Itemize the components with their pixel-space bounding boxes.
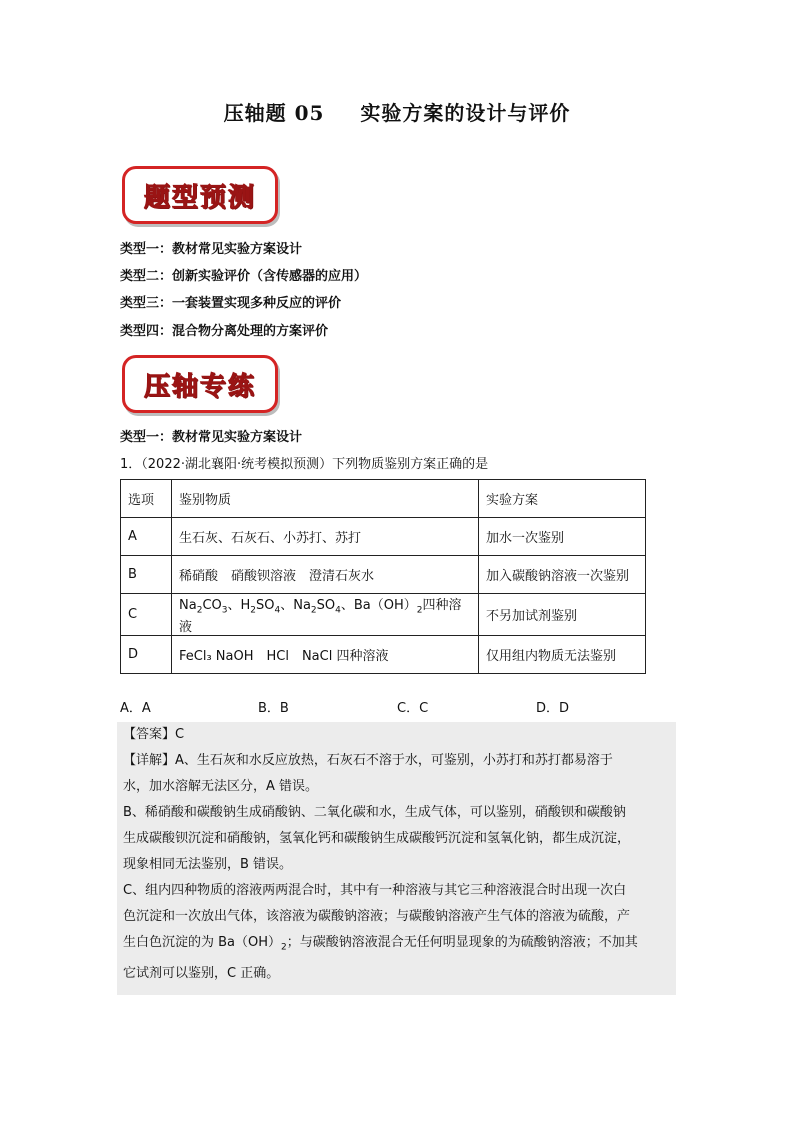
explanation-c-cont2: 生白色沉淀的为 $Ba(OH)_2$；与碳酸钠溶液混合无任何明显现象的为硫酸钠溶液；不加其: [123, 935, 638, 953]
title-prefix: 压轴题 05: [223, 101, 325, 125]
predict-badge: [122, 166, 278, 224]
choice-c: C．C: [397, 701, 429, 716]
header-substances: 鉴别物质: [172, 480, 479, 518]
explanation-a-cont: 水，加水溶解无法区分，A 错误。: [123, 779, 319, 794]
page-title: [0, 97, 794, 126]
choice-d: D．D: [536, 701, 570, 716]
cell-option: A: [121, 518, 172, 556]
practice-badge-text: 压轴专练: [143, 371, 256, 402]
predict-badge-text: 题型预测: [143, 182, 256, 213]
cell-method: 加入碳酸钠溶液一次鉴别: [479, 556, 646, 594]
explanation-b-cont2: 现象相同无法鉴别，B 错误。: [123, 857, 293, 872]
type-line-3: 类型三：一套装置实现多种反应的评价: [120, 296, 342, 311]
explanation-b-cont: 生成碳酸钡沉淀和硝酸钠，氢氧化钙和碳酸钠生成碳酸钙沉淀和氢氧化钠，都生成沉淀，: [123, 831, 631, 846]
table-row: [121, 594, 646, 636]
table-row: [121, 556, 646, 594]
practice-badge: [122, 355, 278, 413]
cell-option: D: [121, 635, 172, 673]
explanation-c-cont3: 它试剂可以鉴别，C 正确。: [123, 965, 280, 981]
explanation-c: C、组内四种物质的溶液两两混合时，其中有一种溶液与其它三种溶液混合时出现一次白: [123, 883, 627, 898]
cell-substances: 生石灰、石灰石、小苏打、苏打: [172, 518, 479, 556]
cell-method: 不另加试剂鉴别: [479, 594, 646, 636]
options-table: [120, 479, 646, 674]
table-header-row: [121, 480, 646, 518]
section-heading: 类型一：教材常见实验方案设计: [120, 430, 303, 445]
cell-option: B: [121, 556, 172, 594]
cell-substances: $Na_2CO_3$、$H_2SO_4$、$Na_2SO_4$、$Ba(OH)_2$四种溶液: [172, 594, 479, 636]
explanation-b: B、稀硝酸和碳酸钠生成硝酸钠、二氧化碳和水，生成气体，可以鉴别，硝酸钡和碳酸钠: [123, 805, 626, 820]
type-line-4: 类型四：混合物分离处理的方案评价: [120, 324, 329, 339]
cell-method: 加水一次鉴别: [479, 518, 646, 556]
cell-substances-suffix: 四种溶液: [179, 598, 462, 635]
type-line-2: 类型二：创新实验评价（含传感器的应用）: [120, 269, 368, 284]
choice-b: B．B: [258, 701, 289, 716]
explanation-a: 【详解】A、生石灰和水反应放热，石灰石不溶于水，可鉴别，小苏打和苏打都易溶于: [123, 753, 613, 768]
question-stem: 1．（2022·湖北襄阳·统考模拟预测）下列物质鉴别方案正确的是: [120, 457, 489, 472]
answer-label: 【答案】C: [123, 727, 185, 742]
header-method: 实验方案: [479, 480, 646, 518]
table-row: [121, 635, 646, 673]
explanation-c-cont: 色沉淀和一次放出气体，该溶液为碳酸钠溶液；与碳酸钠溶液产生气体的溶液为硫酸，产: [123, 909, 631, 924]
choice-a: A．A: [120, 701, 151, 716]
cell-option: C: [121, 594, 172, 636]
cell-method: 仅用组内物质无法鉴别: [479, 635, 646, 673]
header-option: 选项: [121, 480, 172, 518]
cell-substances: FeCl₃ NaOH HCl NaCl 四种溶液: [172, 635, 479, 673]
type-line-1: 类型一：教材常见实验方案设计: [120, 242, 303, 257]
title-main: 实验方案的设计与评价: [360, 101, 571, 125]
detail-label: 【详解】: [123, 753, 176, 768]
cell-substances: 稀硝酸 硝酸钡溶液 澄清石灰水: [172, 556, 479, 594]
answer-explanation: [117, 722, 676, 995]
table-row: [121, 518, 646, 556]
